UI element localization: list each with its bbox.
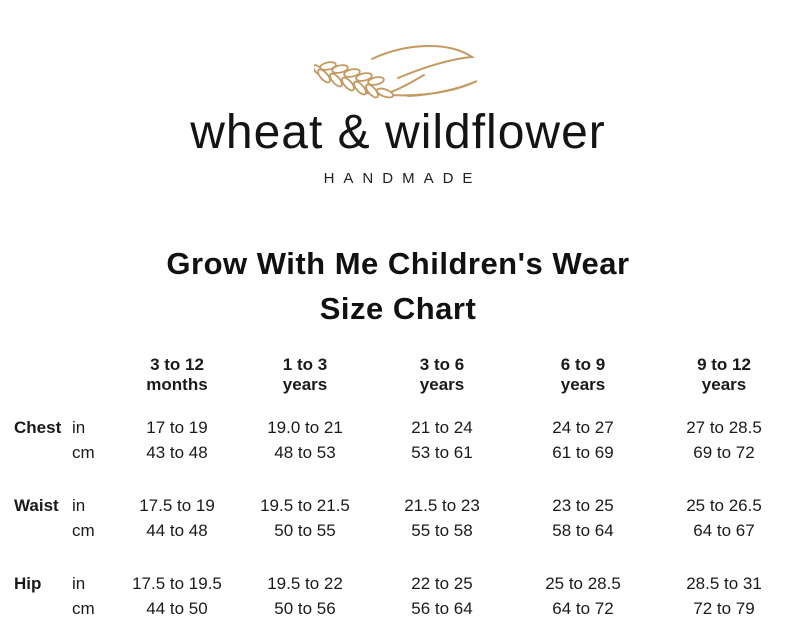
size-value: 21.5 to 23	[404, 495, 480, 515]
size-value: 19.0 to 21	[267, 417, 343, 437]
size-value: 44 to 48	[146, 520, 208, 540]
size-value: 50 to 55	[274, 520, 336, 540]
row-label-spacer	[14, 518, 70, 543]
unit-label: in	[72, 573, 86, 593]
unit-label: cm	[72, 442, 95, 462]
unit-label: cm	[72, 598, 95, 618]
table-row-hip-in	[14, 571, 796, 596]
row-label-hip: Hip	[14, 573, 42, 593]
wheat-sprig-icon	[314, 40, 482, 104]
column-header-6-9-years: 6 to 9 years	[560, 354, 606, 394]
size-value: 21 to 24	[411, 417, 473, 437]
size-value: 43 to 48	[146, 442, 208, 462]
size-value: 55 to 58	[411, 520, 473, 540]
brand-tagline: HANDMADE	[323, 169, 482, 187]
header-spacer	[70, 355, 116, 395]
row-label-spacer	[14, 440, 70, 465]
column-header-3-6-years: 3 to 6 years	[419, 354, 465, 394]
unit-label: in	[72, 495, 86, 515]
column-header-9-12-years: 9 to 12 years	[697, 354, 751, 394]
size-value: 64 to 72	[552, 598, 614, 618]
size-value: 48 to 53	[274, 442, 336, 462]
table-row-waist-cm	[14, 518, 796, 543]
size-value: 17 to 19	[146, 417, 208, 437]
unit-label: in	[72, 417, 86, 437]
table-row-hip-cm	[14, 596, 796, 621]
page-title-line1: Grow With Me Children's Wear	[166, 245, 630, 281]
page-title	[0, 241, 796, 331]
size-value: 28.5 to 31	[686, 573, 762, 593]
column-header-1-3-years: 1 to 3 years	[282, 354, 328, 394]
row-label-spacer	[14, 596, 70, 621]
header-spacer	[14, 355, 70, 395]
column-header-3-12-months: 3 to 12 months	[146, 354, 208, 394]
size-value: 24 to 27	[552, 417, 614, 437]
size-value: 19.5 to 21.5	[260, 495, 350, 515]
measurement-group-chest	[14, 415, 796, 465]
size-value: 25 to 28.5	[545, 573, 621, 593]
size-value: 44 to 50	[146, 598, 208, 618]
table-row-chest-cm	[14, 440, 796, 465]
size-value: 72 to 79	[693, 598, 755, 618]
size-value: 69 to 72	[693, 442, 755, 462]
page-title-line2: Size Chart	[319, 290, 477, 326]
measurement-group-waist	[14, 493, 796, 543]
size-value: 23 to 25	[552, 495, 614, 515]
size-value: 17.5 to 19.5	[132, 573, 222, 593]
size-value: 25 to 26.5	[686, 495, 762, 515]
brand-logo-text: wheat & wildflower	[190, 106, 606, 159]
size-value: 61 to 69	[552, 442, 614, 462]
size-value: 53 to 61	[411, 442, 473, 462]
size-value: 19.5 to 22	[267, 573, 343, 593]
measurement-group-hip	[14, 571, 796, 621]
table-row-chest-in	[14, 415, 796, 440]
row-label-waist: Waist	[14, 495, 59, 515]
size-value: 17.5 to 19	[139, 495, 215, 515]
size-value: 50 to 56	[274, 598, 336, 618]
table-header-row	[14, 355, 796, 395]
unit-label: cm	[72, 520, 95, 540]
row-label-chest: Chest	[14, 417, 62, 437]
size-chart-table	[0, 355, 796, 621]
table-row-waist-in	[14, 493, 796, 518]
size-value: 27 to 28.5	[686, 417, 762, 437]
size-value: 56 to 64	[411, 598, 473, 618]
size-value: 64 to 67	[693, 520, 755, 540]
size-value: 22 to 25	[411, 573, 473, 593]
size-value: 58 to 64	[552, 520, 614, 540]
